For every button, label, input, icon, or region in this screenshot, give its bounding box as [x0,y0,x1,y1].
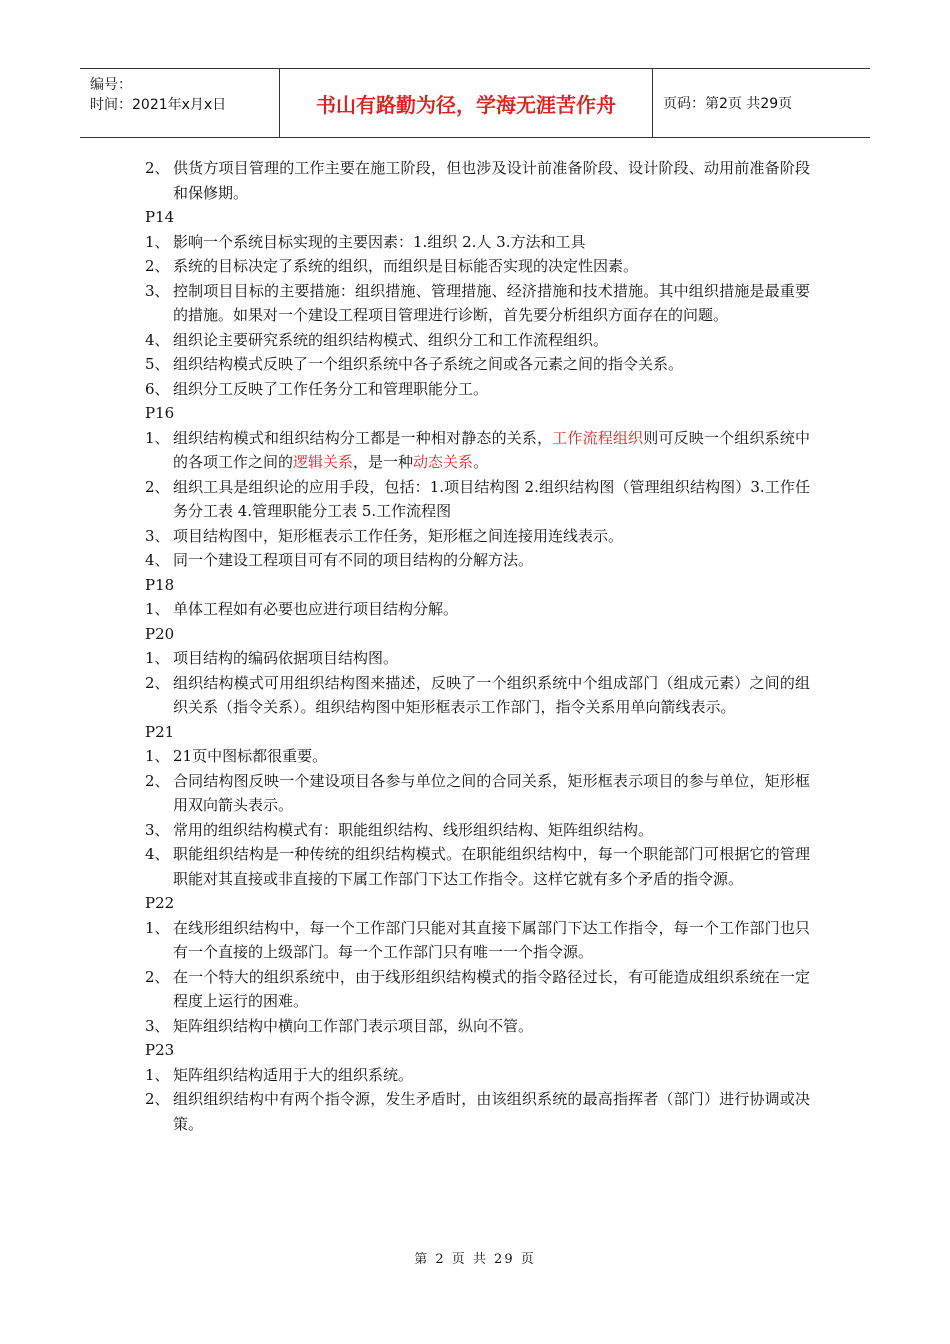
list-item [145,1063,810,1088]
section-heading: P14 [145,208,175,226]
section [145,622,810,720]
item-text: 组织工具是组织论的应用手段，包括：1.项目结构图 2.组织结构图（管理组织结构图）3.工作任务分工表 4.管理职能分工表 5.工作流程图 [173,477,810,520]
list-item [145,965,810,1014]
list-item [145,1087,810,1136]
section [145,205,810,401]
list-item [145,597,810,622]
item-text: 矩阵组织结构中横向工作部门表示项目部，纵向不管。 [173,1016,534,1035]
item-text: 系统的目标决定了系统的组织，而组织是目标能否实现的决定性因素。 [173,257,639,275]
item-number: 1、 [145,747,170,765]
section [145,720,810,892]
section-heading: P16 [145,404,175,422]
item-number: 2、 [145,673,170,692]
list-item [145,646,810,671]
item-text: 职能组织结构是一种传统的组织结构模式。在职能组织结构中，每一个职能部门可根据它的管理职能对其直接或非直接的下属工作部门下达工作指令。这样它就有多个矛盾的指令源。 [173,845,810,888]
section-heading: P18 [145,575,175,594]
item-text: 在一个特大的组织系统中，由于线形组织结构模式的指令路径过长，有可能造成组织系统在一定程度上运行的困难。 [173,967,810,1010]
item-number: 1、 [145,232,170,251]
item-number: 1、 [145,918,170,937]
list-item [145,744,810,769]
item-text: 组织分工反映了工作任务分工和管理职能分工。 [173,379,489,398]
item-text [173,426,810,475]
page-header [80,68,870,138]
highlighted-term: 逻辑关系 [293,453,354,471]
list-item [145,475,810,524]
section-heading: P22 [145,894,175,912]
item-number: 2、 [145,257,170,275]
item-number: 3、 [145,281,170,300]
text-segment: 则可反映一个组织系统中的各项工作之间的 [173,428,810,471]
date-label: 时间：2021年x月x日 [90,97,227,113]
item-number: 2、 [145,159,170,177]
header-motto: 书山有路勤为径，学海无涯苦作舟 [280,69,653,137]
item-number: 2、 [145,771,170,790]
item-text: 矩阵组织结构适用于大的组织系统。 [173,1065,414,1084]
text-segment: 。 [473,453,489,471]
number-label: 编号： [90,77,132,93]
text-segment: ，是一种 [353,453,414,471]
item-number: 1、 [145,649,170,667]
item-text: 控制项目目标的主要措施：组织措施、管理措施、经济措施和技术措施。其中组织措施是最重要的措施。如果对一个建设工程项目管理进行诊断，首先要分析组织方面存在的问题。 [173,281,810,324]
list-item [145,916,810,965]
document-body [145,156,810,1136]
section [145,573,810,622]
item-number: 4、 [145,845,170,863]
item-number: 5、 [145,355,170,373]
item-text: 项目结构图中，矩形框表示工作任务，矩形框之间连接用连线表示。 [173,526,624,545]
section-heading: P20 [145,624,175,643]
item-text: 同一个建设工程项目可有不同的项目结构的分解方法。 [173,551,534,569]
item-number: 1、 [145,1065,170,1084]
section-heading: P23 [145,1041,175,1059]
header-meta [80,69,280,137]
item-text: 在线形组织结构中，每一个工作部门只能对其直接下属部门下达工作指令，每一个工作部门也只有一个直接的上级部门。每一个工作部门只有唯一一个指令源。 [173,918,810,961]
list-item [145,156,810,205]
list-item [145,254,810,279]
list-item [145,377,810,402]
item-number: 2、 [145,967,170,986]
list-item [145,230,810,255]
header-page-info: 页码：第2页 共29页 [663,96,793,112]
list-item [145,279,810,328]
item-number: 1、 [145,600,170,618]
section [145,891,810,1038]
list-item [145,769,810,818]
item-number: 3、 [145,1016,170,1035]
section [145,156,810,205]
item-text: 组织结构模式反映了一个组织系统中各子系统之间或各元素之间的指令关系。 [173,355,684,373]
section-heading: P21 [145,722,175,741]
list-item [145,671,810,720]
list-item [145,328,810,353]
list-item [145,818,810,843]
item-text: 组织组织结构中有两个指令源，发生矛盾时，由该组织系统的最高指挥者（部门）进行协调或决策。 [173,1090,810,1133]
item-number: 3、 [145,820,170,839]
item-number: 1、 [145,428,170,447]
list-item [145,842,810,891]
list-item [145,1014,810,1039]
section [145,1038,810,1136]
item-text: 项目结构的编码依据项目结构图。 [173,649,399,667]
item-text: 合同结构图反映一个建设项目各参与单位之间的合同关系，矩形框表示项目的参与单位，矩形框用双向箭头表示。 [173,771,810,814]
list-item [145,352,810,377]
item-number: 2、 [145,477,170,496]
page-footer: 第 2 页 共 29 页 [414,1252,536,1267]
item-text: 21页中图标都很重要。 [173,747,328,765]
section [145,401,810,573]
item-number: 2、 [145,1090,170,1108]
list-item [145,426,810,475]
item-text: 常用的组织结构模式有：职能组织结构、线形组织结构、矩阵组织结构。 [173,820,654,839]
text-segment: 组织结构模式和组织结构分工都是一种相对静态的关系， [173,428,553,447]
highlighted-term: 动态关系 [413,453,474,471]
item-number: 6、 [145,379,170,398]
item-text: 供货方项目管理的工作主要在施工阶段，但也涉及设计前准备阶段、设计阶段、动用前准备阶段和保修期。 [173,159,810,202]
item-text: 组织论主要研究系统的组织结构模式、组织分工和工作流程组织。 [173,330,609,349]
item-number: 3、 [145,526,170,545]
item-text: 单体工程如有必要也应进行项目结构分解。 [173,600,459,618]
highlighted-term: 工作流程组织 [552,428,644,447]
item-text: 影响一个系统目标实现的主要因素：1.组织 2.人 3.方法和工具 [173,232,586,251]
item-number: 4、 [145,551,170,569]
item-text: 组织结构模式可用组织结构图来描述，反映了一个组织系统中个组成部门（组成元素）之间的组织关系（指令关系）。组织结构图中矩形框表示工作部门，指令关系用单向箭线表示。 [173,673,810,716]
list-item [145,548,810,573]
item-number: 4、 [145,330,170,349]
list-item [145,524,810,549]
